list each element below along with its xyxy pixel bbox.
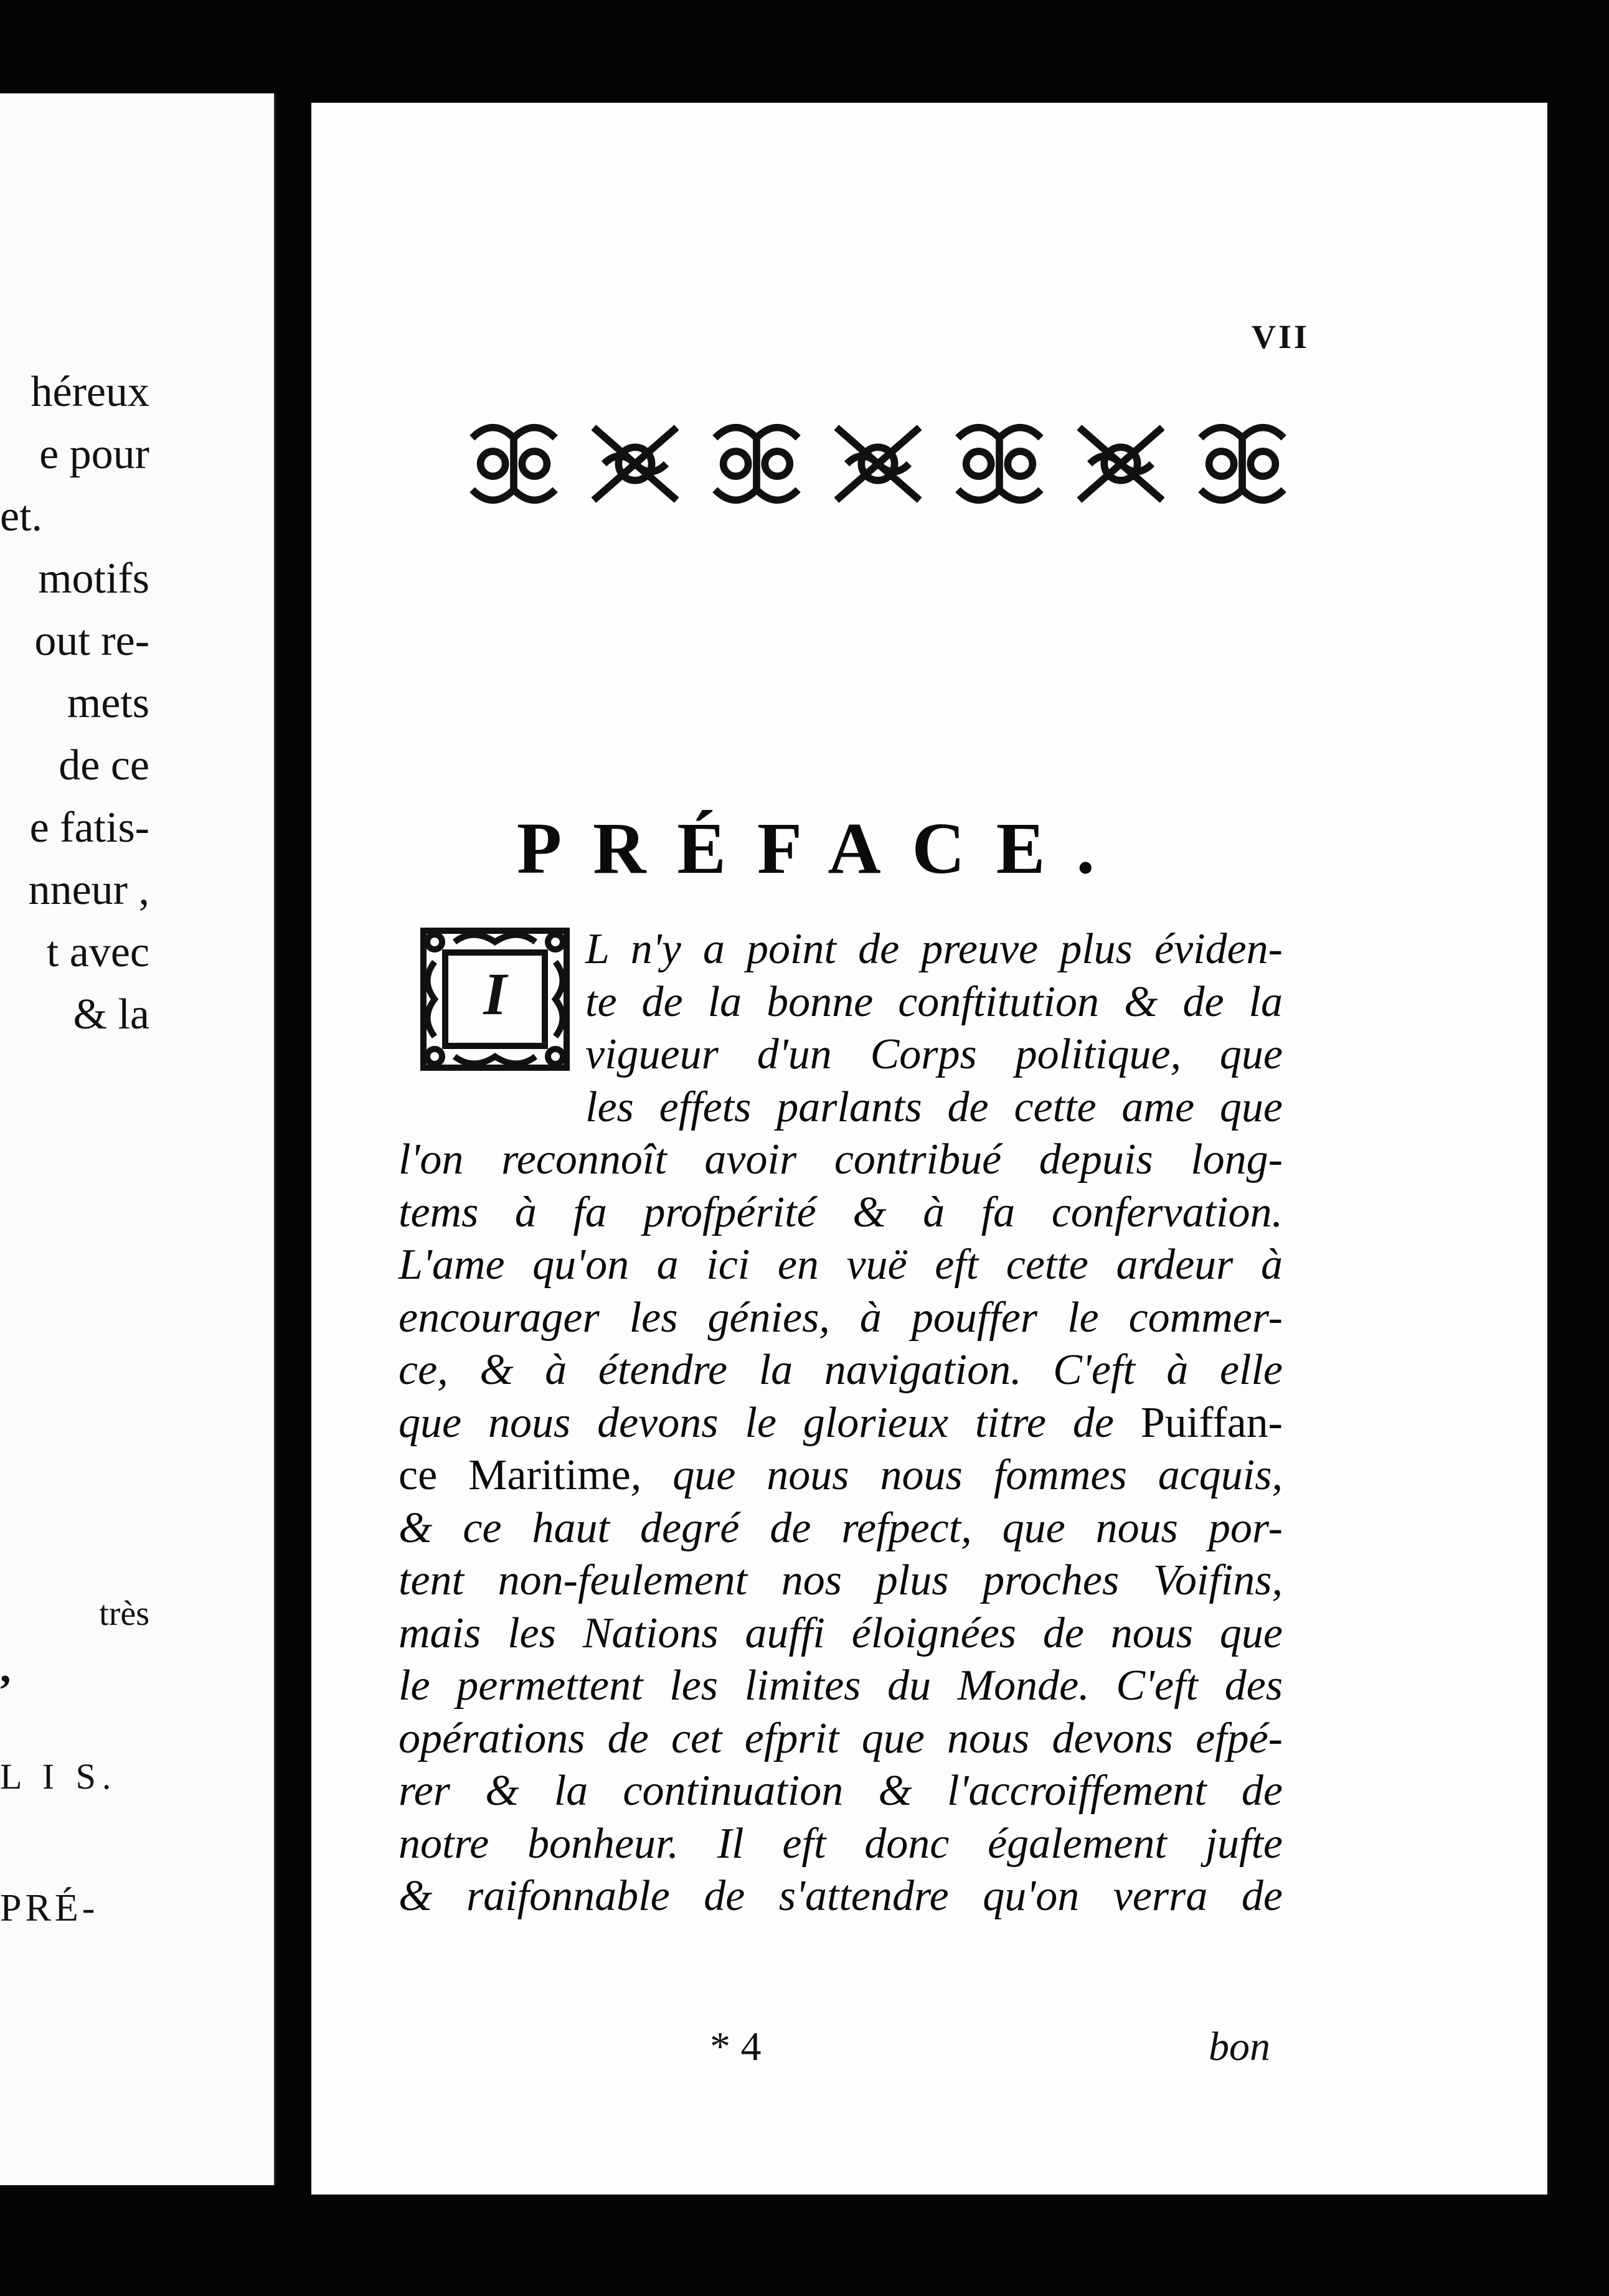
fleuron-icon	[946, 417, 1052, 510]
left-line: t avec	[46, 928, 149, 976]
left-line: héreux	[31, 368, 149, 416]
left-line: de ce	[59, 741, 149, 789]
text-line: tent non-feulement nos plus proches Voifins,	[399, 1556, 1283, 1604]
left-line: e fatis-	[29, 804, 149, 852]
catchword: bon	[1209, 2024, 1270, 2069]
page-number: VII	[1252, 318, 1310, 355]
text-line: L n'y a point de preuve plus éviden-	[585, 925, 1283, 973]
left-line: et.	[0, 492, 43, 540]
text-line: opérations de cet efprit que nous devons efpé-	[399, 1714, 1283, 1762]
text-line: & ce haut degré de refpect, que nous por-	[399, 1503, 1283, 1552]
left-line: PRÉ-	[0, 1887, 99, 1929]
left-line: e pour	[39, 430, 149, 478]
text-line: mais les Nations auffi éloignées de nous que	[399, 1609, 1283, 1657]
signature-mark: * 4	[710, 2024, 762, 2069]
text-segment-roman: ce Maritime	[399, 1451, 631, 1499]
left-line: out re-	[34, 617, 149, 665]
text-line: notre bonheur. Il eft donc également jufte	[399, 1819, 1283, 1868]
text-line	[399, 1397, 1283, 1450]
left-line: motifs	[38, 555, 149, 603]
left-page	[0, 93, 276, 2185]
headpiece-ornament	[461, 414, 1295, 514]
text-line: te de la bonne conftitution & de la	[585, 977, 1283, 1026]
preface-body	[399, 923, 1283, 1923]
right-page	[311, 103, 1547, 2195]
text-line: ce, & à étendre la navigation. C'eft à elle	[399, 1346, 1283, 1394]
text-line	[399, 1449, 1283, 1502]
text-line: rer & la continuation & l'accroiffement de	[399, 1767, 1283, 1815]
fleuron-icon	[582, 417, 688, 510]
text-segment: que nous devons le glorieux titre de	[399, 1398, 1141, 1447]
text-line: tems à fa profpérité & à fa confervation.	[399, 1188, 1283, 1236]
fleuron-icon	[1068, 417, 1174, 510]
left-line: très	[99, 1594, 149, 1633]
left-line: & la	[73, 990, 149, 1038]
text-line: les effets parlants de cette ame que	[585, 1083, 1283, 1131]
fleuron-icon	[461, 417, 567, 510]
text-line: encourager les génies, à pouffer le commer-	[399, 1293, 1283, 1342]
fleuron-icon	[1189, 417, 1295, 510]
fleuron-icon	[704, 417, 809, 510]
dropcap-letter: I	[483, 961, 507, 1027]
text-segment-roman: Puiffan-	[1140, 1398, 1283, 1447]
left-line: ,	[0, 1644, 11, 1692]
left-line: nneur ,	[28, 866, 149, 914]
text-line: le permettent les limites du Monde. C'eft des	[399, 1662, 1283, 1710]
text-line: l'on reconnoît avoir contribué depuis long-	[399, 1136, 1283, 1183]
text-segment: , que nous nous fommes acquis,	[630, 1451, 1283, 1499]
text-line: vigueur d'un Corps politique, que	[585, 1030, 1283, 1078]
page-title: PRÉFACE.	[517, 807, 1126, 889]
fleuron-icon	[825, 417, 931, 510]
text-line: L'ame qu'on a ici en vuë eft cette ardeur à	[399, 1241, 1283, 1289]
left-line: L I S.	[0, 1756, 118, 1797]
text-line: & raifonnable de s'attendre qu'on verra de	[399, 1872, 1283, 1920]
left-line: mets	[67, 679, 149, 727]
